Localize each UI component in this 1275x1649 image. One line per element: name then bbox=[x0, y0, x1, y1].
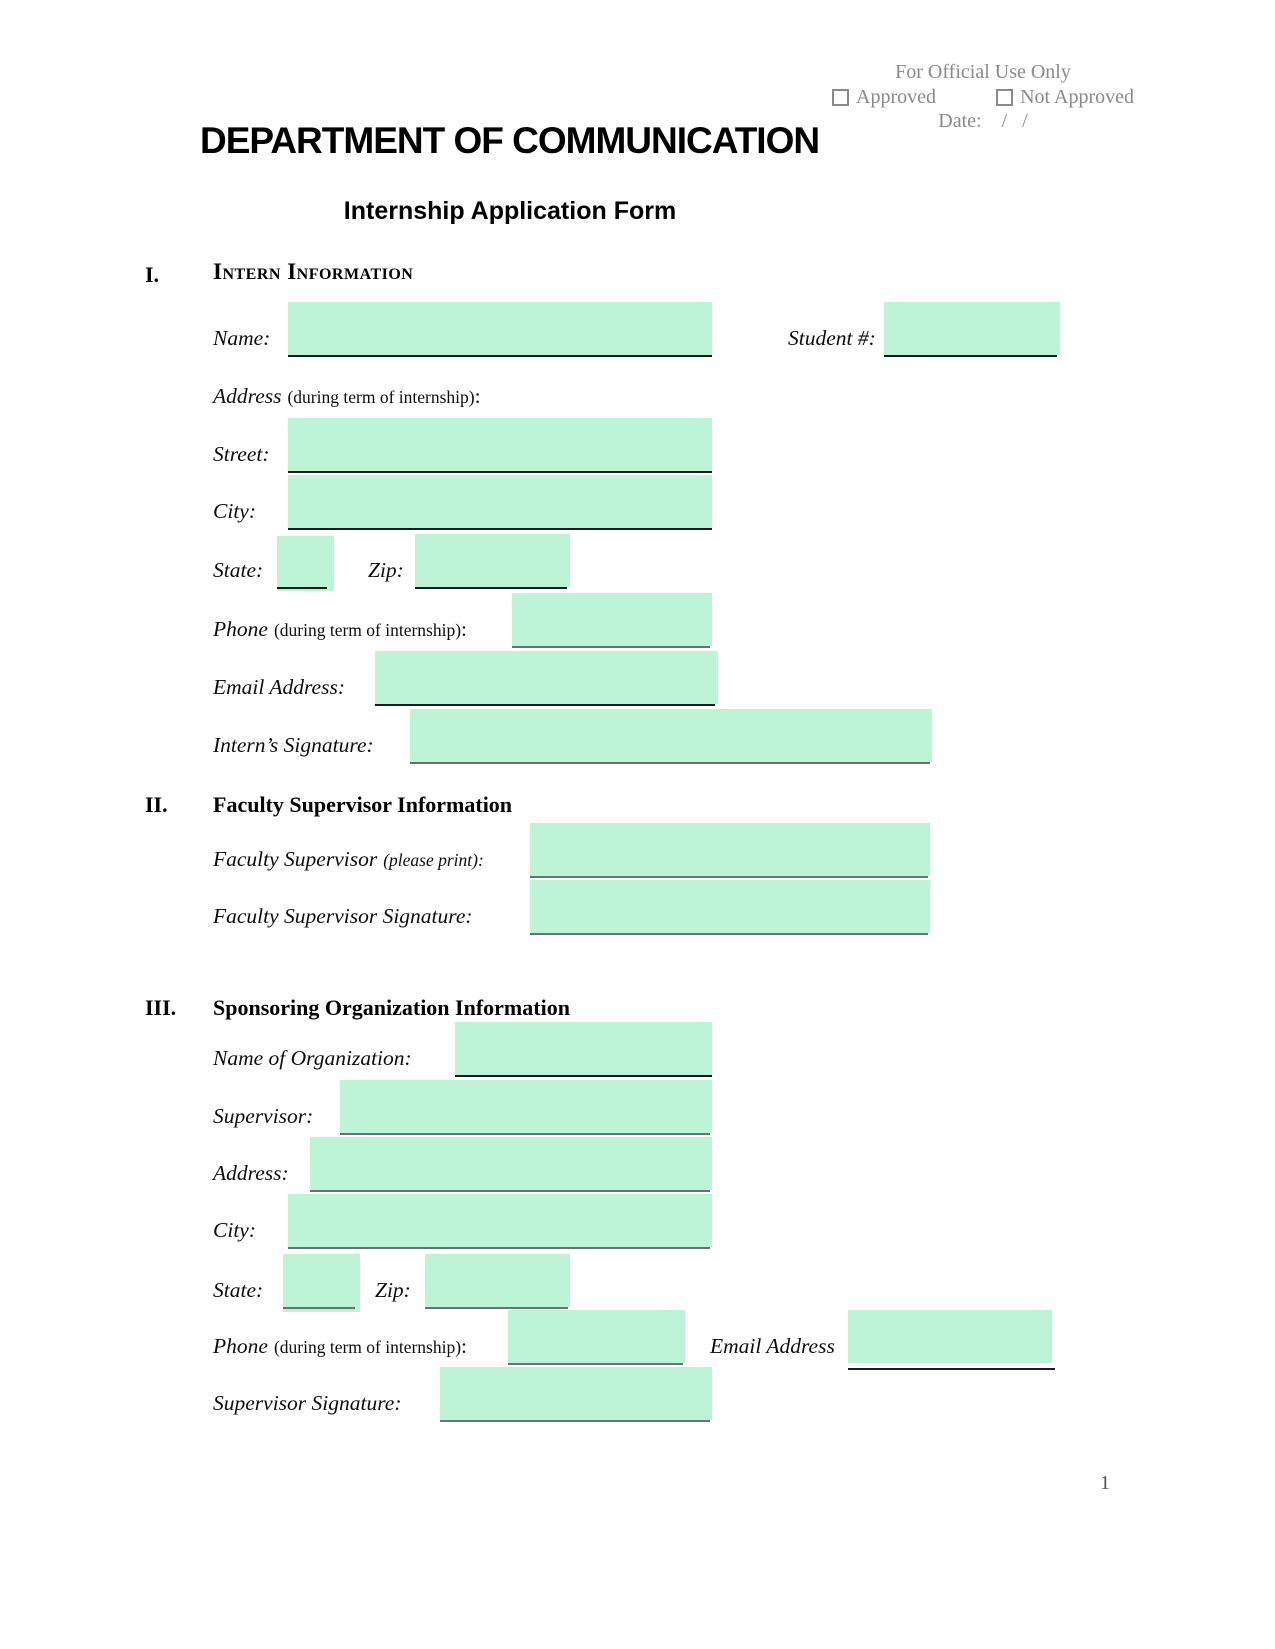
faculty-signature-field[interactable] bbox=[530, 880, 930, 933]
section-2-title: Faculty Supervisor Information bbox=[213, 792, 513, 817]
org-supervisor-signature-underline bbox=[440, 1420, 710, 1422]
org-address-field[interactable] bbox=[310, 1137, 712, 1190]
date-label: Date: bbox=[938, 110, 982, 132]
faculty-supervisor-field[interactable] bbox=[530, 823, 930, 876]
state-field[interactable] bbox=[277, 536, 334, 591]
phone-label bbox=[213, 619, 467, 641]
official-date-line bbox=[832, 109, 1134, 133]
student-number-underline bbox=[884, 355, 1057, 357]
faculty-supervisor-label bbox=[213, 849, 484, 871]
section-1-title: Intern Information bbox=[213, 259, 414, 284]
street-label: Street: bbox=[213, 442, 270, 466]
org-email-label: Email Address bbox=[710, 1334, 835, 1358]
faculty-signature-label: Faculty Supervisor Signature: bbox=[213, 904, 473, 928]
org-phone-label bbox=[213, 1336, 467, 1358]
not-approved-checkbox[interactable] bbox=[996, 89, 1013, 106]
phone-underline bbox=[512, 646, 710, 648]
org-email-underline bbox=[848, 1368, 1055, 1370]
org-city-field[interactable] bbox=[288, 1194, 712, 1247]
email-label: Email Address: bbox=[213, 675, 345, 699]
org-supervisor-signature-label: Supervisor Signature: bbox=[213, 1391, 402, 1415]
org-phone-colon: : bbox=[461, 1334, 468, 1358]
intern-signature-underline bbox=[410, 762, 930, 764]
phone-field[interactable] bbox=[512, 593, 712, 646]
org-zip-label: Zip: bbox=[375, 1278, 411, 1302]
city-field[interactable] bbox=[288, 475, 712, 528]
not-approved-label: Not Approved bbox=[1020, 86, 1134, 108]
section-3-numeral: III. bbox=[145, 995, 177, 1020]
state-underline bbox=[277, 587, 327, 589]
approval-options bbox=[832, 85, 1134, 109]
org-phone-field[interactable] bbox=[508, 1310, 685, 1363]
official-use-title: For Official Use Only bbox=[895, 61, 1071, 83]
org-email-field[interactable] bbox=[848, 1310, 1052, 1363]
org-zip-underline bbox=[425, 1307, 568, 1309]
address-paren: (during term of internship) bbox=[287, 387, 475, 407]
supervisor-label: Supervisor: bbox=[213, 1104, 314, 1128]
org-city-underline bbox=[288, 1247, 710, 1249]
student-number-label: Student #: bbox=[788, 326, 876, 350]
section-3-title: Sponsoring Organization Information bbox=[213, 995, 570, 1020]
state-label: State: bbox=[213, 558, 264, 582]
section-1-numeral: I. bbox=[145, 262, 160, 287]
phone-paren: (during term of internship) bbox=[273, 620, 462, 640]
street-underline bbox=[288, 471, 712, 473]
organization-name-field[interactable] bbox=[455, 1022, 712, 1075]
organization-name-underline bbox=[455, 1075, 712, 1077]
org-phone-paren: (during term of internship) bbox=[273, 1337, 462, 1357]
approved-checkbox[interactable] bbox=[832, 89, 849, 106]
approved-label: Approved bbox=[856, 86, 936, 108]
form-title: Internship Application Form bbox=[343, 197, 677, 225]
org-zip-field[interactable] bbox=[425, 1254, 570, 1307]
address-word: Address bbox=[213, 384, 282, 408]
faculty-signature-underline bbox=[530, 933, 928, 935]
intern-signature-field[interactable] bbox=[410, 709, 932, 762]
email-underline bbox=[375, 704, 715, 706]
approved-option bbox=[832, 85, 936, 109]
phone-word: Phone bbox=[213, 617, 268, 641]
email-field[interactable] bbox=[375, 651, 718, 704]
student-number-field[interactable] bbox=[884, 302, 1060, 355]
org-city-label: City: bbox=[213, 1218, 256, 1242]
city-underline bbox=[288, 528, 712, 530]
intern-signature-label: Intern’s Signature: bbox=[213, 733, 374, 757]
date-slashes: / / bbox=[1001, 110, 1028, 132]
org-state-field[interactable] bbox=[283, 1254, 360, 1312]
zip-field[interactable] bbox=[415, 534, 570, 587]
org-phone-underline bbox=[508, 1363, 683, 1365]
name-field[interactable] bbox=[288, 302, 712, 355]
organization-name-label: Name of Organization: bbox=[213, 1046, 412, 1070]
org-state-underline bbox=[283, 1307, 355, 1309]
address-section-label bbox=[213, 386, 481, 408]
city-label: City: bbox=[213, 499, 256, 523]
supervisor-field[interactable] bbox=[340, 1080, 712, 1133]
faculty-supervisor-underline bbox=[530, 876, 928, 878]
department-title: DEPARTMENT OF COMMUNICATION bbox=[200, 120, 820, 161]
org-state-label: State: bbox=[213, 1278, 264, 1302]
not-approved-option bbox=[996, 85, 1134, 109]
org-phone-word: Phone bbox=[213, 1334, 268, 1358]
name-field-underline bbox=[288, 355, 712, 357]
official-use-block bbox=[832, 60, 1134, 133]
org-supervisor-signature-field[interactable] bbox=[440, 1367, 712, 1420]
address-colon: : bbox=[474, 384, 481, 408]
org-address-label: Address: bbox=[213, 1161, 289, 1185]
zip-label: Zip: bbox=[368, 558, 404, 582]
faculty-supervisor-paren: (please print): bbox=[383, 850, 484, 870]
zip-underline bbox=[415, 587, 567, 589]
faculty-supervisor-word: Faculty Supervisor bbox=[213, 847, 378, 871]
org-address-underline bbox=[310, 1190, 710, 1192]
name-label: Name: bbox=[213, 326, 271, 350]
phone-colon: : bbox=[461, 617, 468, 641]
page-number: 1 bbox=[1100, 1472, 1110, 1494]
section-2-numeral: II. bbox=[145, 792, 168, 817]
supervisor-underline bbox=[340, 1133, 710, 1135]
street-field[interactable] bbox=[288, 418, 712, 471]
